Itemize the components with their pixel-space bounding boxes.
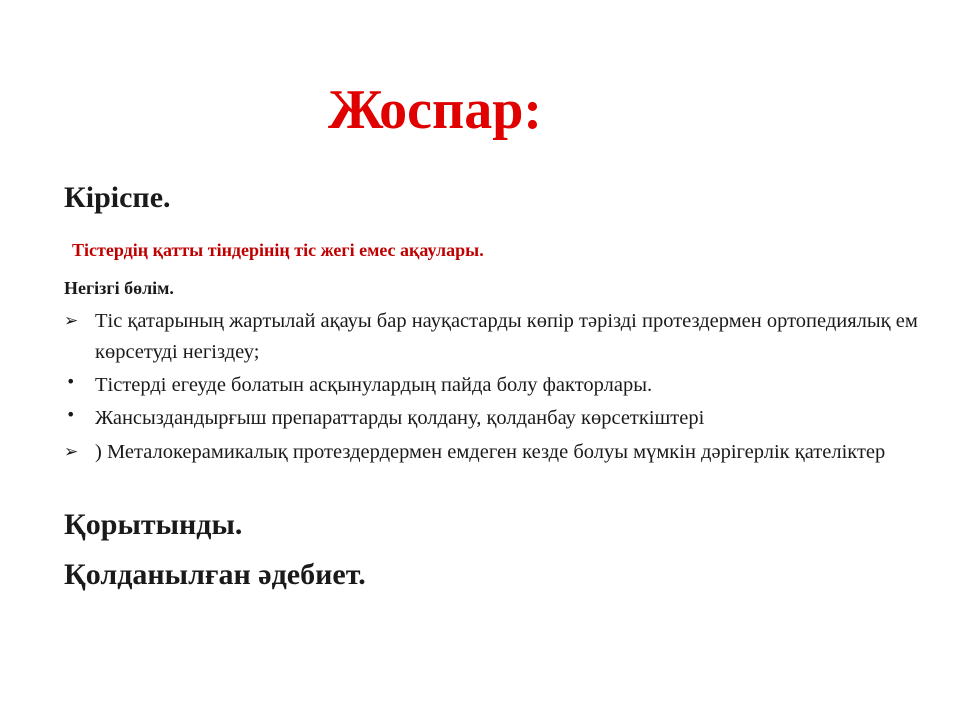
list-item	[64, 370, 924, 401]
intro-heading: Кіріспе.	[64, 181, 171, 214]
conclusion-heading: Қорытынды.	[64, 508, 243, 541]
dot-bullet-icon: •	[66, 372, 76, 391]
references-heading: Қолданылған әдебиет.	[64, 558, 366, 591]
slide-title: Жоспар:	[327, 79, 543, 141]
list-item-text: Жансыздандырғыш препараттарды қолдану, қолданбау көрсеткіштері	[95, 407, 705, 429]
list-item-text: Тістерді егеуде болатын асқынулардың пайда болу факторлары.	[95, 374, 653, 396]
list-item-text: ) Металокерамикалық протездердермен емдеген кезде болуы мүмкін дәрігерлік қателіктер	[95, 441, 886, 463]
arrow-bullet-icon: ➢	[64, 311, 79, 331]
dot-bullet-icon: •	[66, 405, 76, 424]
arrow-bullet-icon: ➢	[64, 442, 79, 462]
list-item	[64, 403, 924, 434]
list-item-text: Тіс қатарының жартылай ақауы бар науқастарды көпір тәрізді протездермен ортопедиялық ем көрсетуді негіздеу;	[95, 310, 918, 363]
main-part-heading: Негізгі бөлім.	[64, 278, 174, 298]
list-item	[64, 306, 924, 368]
topic-subtitle: Тістердің қатты тіндерінің тіс жегі емес ақаулары.	[72, 240, 484, 260]
list-item	[64, 437, 924, 468]
